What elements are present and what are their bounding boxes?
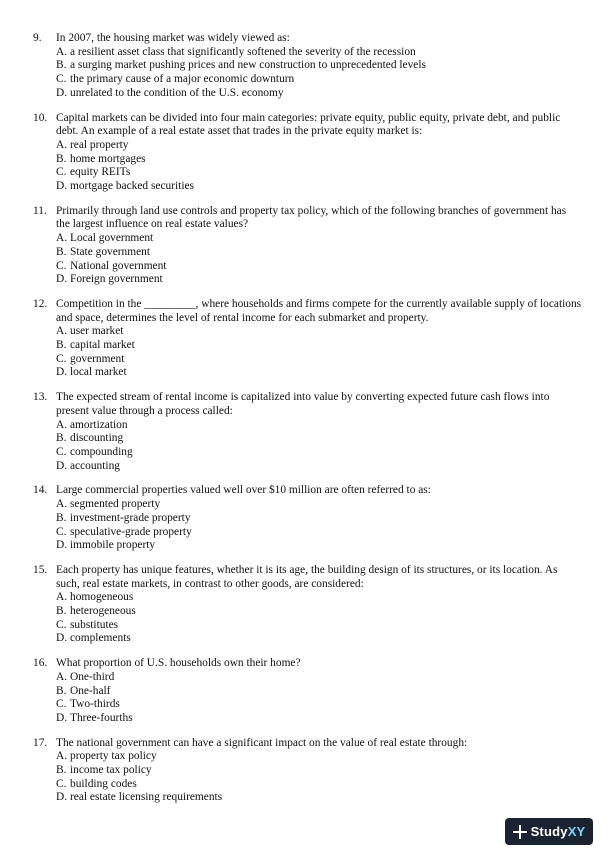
answer-options (0, 46, 612, 101)
option-letter: C. (56, 525, 67, 538)
option-letter: A. (56, 498, 68, 511)
option-letter: D. (56, 711, 68, 724)
option-text: real property (70, 138, 129, 151)
option-letter: B. (56, 684, 67, 697)
option-text: government (70, 352, 125, 365)
option-text: local market (70, 366, 127, 379)
answer-option (56, 591, 612, 605)
question-11 (0, 205, 612, 287)
answer-option (56, 605, 612, 619)
option-text: Three-fourths (70, 711, 133, 724)
answer-option (56, 353, 612, 367)
question-list (0, 32, 612, 816)
option-text: user market (70, 325, 124, 338)
answer-options (0, 232, 612, 287)
question-number: 12. (33, 297, 48, 310)
logo-text (531, 824, 586, 839)
question-number: 14. (33, 484, 48, 497)
answer-option (56, 87, 612, 101)
option-letter: D. (56, 366, 68, 379)
answer-option (56, 698, 612, 712)
answer-option (56, 366, 612, 380)
option-letter: B. (56, 245, 67, 258)
answer-option (56, 246, 612, 260)
option-letter: B. (56, 59, 67, 72)
answer-option (56, 526, 612, 540)
option-letter: B. (56, 432, 67, 445)
answer-option (56, 325, 612, 339)
option-text: National government (70, 259, 167, 272)
answer-options (0, 139, 612, 194)
option-text: mortgage backed securities (70, 180, 194, 193)
answer-option (56, 764, 612, 778)
answer-option (56, 339, 612, 353)
answer-option (56, 432, 612, 446)
question-number: 9. (33, 32, 42, 44)
question-text: The national government can have a significant impact on the value of real estate through: (56, 736, 468, 749)
option-text: compounding (70, 445, 133, 458)
option-letter: C. (56, 698, 67, 711)
option-letter: C. (56, 259, 67, 272)
answer-option (56, 46, 612, 60)
question-15 (0, 564, 612, 646)
question-number: 10. (33, 111, 48, 124)
option-letter: B. (56, 764, 67, 777)
question-text: Each property has unique features, whether it is its age, the building design of its structures, or its location. As such, real estate markets, in contrast to other goods, are considered: (56, 563, 558, 590)
option-text: equity REITs (70, 166, 131, 179)
logo-text-accent: XY (567, 824, 586, 839)
question-number: 17. (33, 736, 48, 749)
question-14 (0, 484, 612, 553)
question-text: Primarily through land use controls and property tax policy, which of the following branches of government has the largest influence on real estate values? (56, 204, 567, 231)
question-number: 15. (33, 563, 48, 576)
answer-option (56, 539, 612, 553)
option-text: the primary cause of a major economic downturn (70, 73, 295, 86)
option-text: speculative-grade property (70, 525, 192, 538)
option-letter: B. (56, 605, 67, 618)
question-9 (0, 32, 612, 101)
answer-option (56, 232, 612, 246)
question-text: Large commercial properties valued well over $10 million are often referred to as: (56, 484, 431, 497)
option-letter: D. (56, 539, 68, 552)
answer-option (56, 750, 612, 764)
question-12 (0, 298, 612, 380)
answer-options (0, 591, 612, 646)
answer-option (56, 791, 612, 805)
question-number: 11. (33, 204, 47, 217)
question-text: Capital markets can be divided into four main categories: private equity, public equity, private debt, and public debt. An example of a real estate asset that trades in the private equity market is: (56, 111, 561, 138)
answer-option (56, 498, 612, 512)
answer-options (0, 750, 612, 805)
question-text: What proportion of U.S. households own their home? (56, 657, 301, 670)
answer-options (0, 498, 612, 553)
option-letter: C. (56, 166, 67, 179)
option-letter: A. (56, 670, 68, 683)
plus-icon (513, 825, 527, 839)
option-text: State government (70, 245, 151, 258)
option-letter: A. (56, 591, 68, 604)
option-text: a surging market pushing prices and new construction to unprecedented levels (70, 59, 426, 72)
answer-options (0, 419, 612, 474)
option-letter: A. (56, 418, 68, 431)
answer-option (56, 153, 612, 167)
option-letter: A. (56, 750, 68, 763)
option-letter: C. (56, 777, 67, 790)
answer-option (56, 671, 612, 685)
option-letter: D. (56, 632, 68, 645)
answer-option (56, 619, 612, 633)
question-text: Competition in the _________, where households and firms compete for the currently available supply of locations and space, determines the level of rental income for each submarket and property. (56, 297, 582, 324)
option-letter: B. (56, 511, 67, 524)
option-letter: D. (56, 180, 68, 193)
answer-option (56, 273, 612, 287)
option-text: heterogeneous (70, 605, 136, 618)
option-text: homogeneous (70, 591, 134, 604)
option-text: unrelated to the condition of the U.S. economy (70, 86, 284, 99)
option-text: One-half (70, 684, 111, 697)
option-text: Local government (70, 232, 154, 245)
option-letter: B. (56, 339, 67, 352)
option-text: immobile property (70, 539, 156, 552)
answer-option (56, 446, 612, 460)
option-letter: C. (56, 445, 67, 458)
option-letter: A. (56, 45, 68, 58)
option-text: building codes (70, 777, 137, 790)
answer-option (56, 166, 612, 180)
answer-option (56, 73, 612, 87)
option-letter: D. (56, 459, 68, 472)
answer-options (0, 671, 612, 726)
question-16 (0, 657, 612, 726)
answer-options (0, 325, 612, 380)
question-text: In 2007, the housing market was widely viewed as: (56, 32, 290, 44)
option-text: capital market (70, 339, 135, 352)
option-letter: A. (56, 232, 68, 245)
option-text: amortization (70, 418, 128, 431)
option-text: Two-thirds (70, 698, 120, 711)
option-letter: B. (56, 152, 67, 165)
option-text: income tax policy (70, 764, 152, 777)
question-number: 13. (33, 391, 48, 404)
option-letter: D. (56, 273, 68, 286)
question-17 (0, 737, 612, 806)
answer-option (56, 419, 612, 433)
answer-option (56, 778, 612, 792)
option-text: substitutes (70, 618, 119, 631)
studyxy-logo[interactable] (505, 818, 593, 845)
option-text: investment-grade property (70, 511, 191, 524)
option-text: accounting (70, 459, 120, 472)
answer-option (56, 59, 612, 73)
option-text: real estate licensing requirements (70, 791, 223, 804)
answer-option (56, 632, 612, 646)
answer-option (56, 712, 612, 726)
option-text: One-third (70, 670, 115, 683)
option-letter: C. (56, 352, 67, 365)
question-text: The expected stream of rental income is capitalized into value by converting expected future cash flows into present value through a process called: (56, 391, 550, 417)
option-text: Foreign government (70, 273, 163, 286)
option-text: property tax policy (70, 750, 157, 763)
option-text: segmented property (70, 498, 161, 511)
answer-option (56, 260, 612, 274)
option-text: complements (70, 632, 131, 645)
option-text: a resilient asset class that significantly softened the severity of the recession (70, 45, 416, 58)
question-number: 16. (33, 657, 48, 670)
question-13 (0, 391, 612, 473)
option-text: discounting (70, 432, 124, 445)
option-letter: A. (56, 325, 68, 338)
question-10 (0, 112, 612, 194)
logo-text-main: Study (530, 824, 568, 839)
option-text: home mortgages (70, 152, 146, 165)
answer-option (56, 512, 612, 526)
answer-option (56, 139, 612, 153)
option-letter: C. (56, 73, 67, 86)
answer-option (56, 460, 612, 474)
option-letter: D. (56, 791, 68, 804)
answer-option (56, 180, 612, 194)
option-letter: C. (56, 618, 67, 631)
answer-option (56, 685, 612, 699)
option-letter: A. (56, 138, 68, 151)
option-letter: D. (56, 86, 68, 99)
